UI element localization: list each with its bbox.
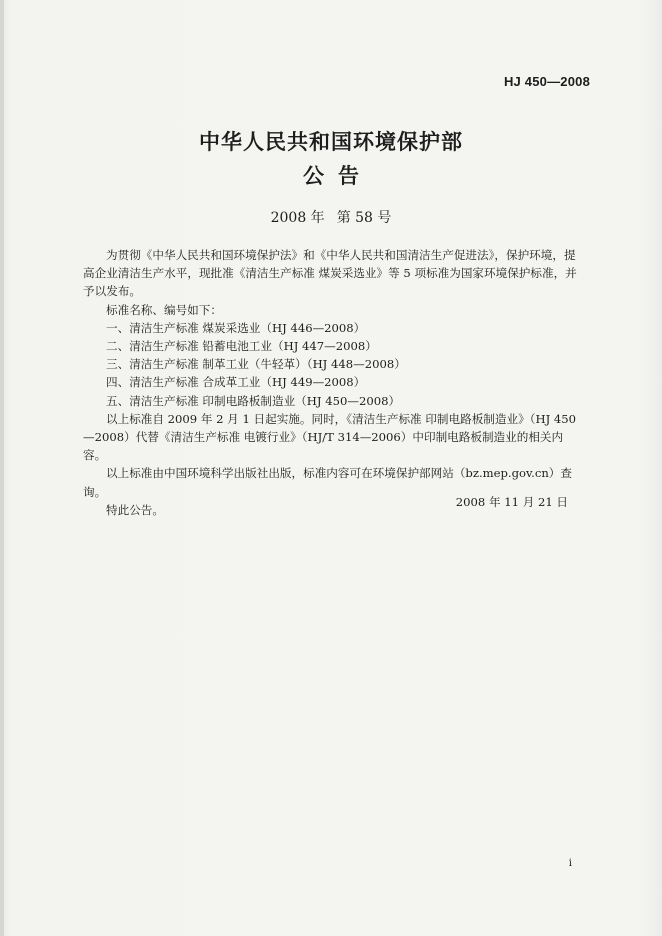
issue-no: 第 58 号 [336, 210, 392, 226]
issue-year: 2008 年 [270, 210, 325, 226]
issue-number [0, 207, 662, 227]
page-number: i [568, 858, 572, 869]
list-heading: 标准名称、编号如下： [106, 302, 222, 317]
list-item: 二、清洁生产标准 铅蓄电池工业（HJ 447—2008） [106, 339, 377, 354]
list-item: 五、清洁生产标准 印制电路板制造业（HJ 450—2008） [106, 393, 401, 408]
list-item: 三、清洁生产标准 制革工业（牛轻革）（HJ 448—2008） [106, 357, 406, 372]
document-title: 中华人民共和国环境保护部 [199, 129, 463, 154]
list-item: 四、清洁生产标准 合成革工业（HJ 449—2008） [106, 375, 366, 390]
publisher-paragraph: 以上标准由中国环境科学出版社出版，标准内容可在环境保护部网站（bz.mep.gov.cn）查询。 [83, 466, 572, 499]
effective-paragraph: 以上标准自 2009 年 2 月 1 日起实施。同时，《清洁生产标准 印制电路板制造业》（HJ 450—2008）代替《清洁生产标准 电镀行业》（HJ/T 314—2006）中印制电路板制造业的相关内容。 [83, 411, 577, 463]
intro-paragraph: 为贯彻《中华人民共和国环境保护法》和《中华人民共和国清洁生产促进法》，保护环境，提高企业清洁生产水平，现批准《清洁生产标准 煤炭采选业》等 5 项标准为国家环境保护标准，并予以发布。 [83, 248, 577, 299]
announcement-body [83, 246, 583, 519]
issue-date: 2008 年 11 月 21 日 [455, 495, 568, 509]
standard-code: HJ 450—2008 [503, 74, 590, 89]
list-item: 一、清洁生产标准 煤炭采选业（HJ 446—2008） [106, 320, 366, 335]
closing-line: 特此公告。 [106, 502, 164, 517]
document-subtitle: 公告 [303, 163, 373, 188]
